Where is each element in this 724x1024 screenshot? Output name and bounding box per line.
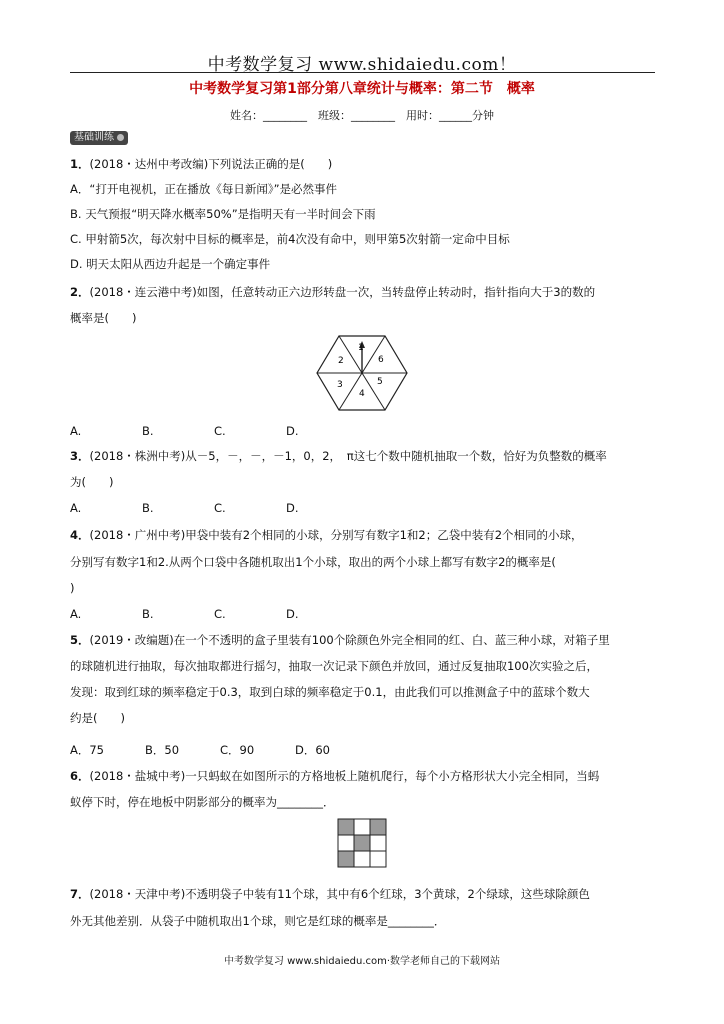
q3-option-d: D. (286, 501, 299, 515)
q7-stem-text: (2018・天津中考)不透明袋子中装有11个球，其中有6个红球，3个黄球，2个绿球，这些球除颜色 (89, 887, 590, 901)
grid-cell (354, 851, 370, 867)
q4-stem-line2: 分别写有数字1和2.从两个口袋中各随机取出1个小球，取出的两个小球上都写有数字2的概率是( (70, 555, 556, 569)
q2-number: 2． (70, 285, 90, 299)
q3-option-c: C. (214, 501, 226, 515)
q1-number: 1． (70, 157, 90, 171)
q5-option-d: D．60 (295, 743, 330, 757)
sector-label-4: 4 (359, 389, 365, 399)
q3-option-a: A. (70, 501, 82, 515)
q2-option-b: B. (142, 424, 154, 438)
q6-number: 6． (70, 769, 90, 783)
hexagon-spinner-figure (316, 334, 408, 412)
page-footer: 中考数学复习 www.shidaiedu.com·数学老师自己的下载网站 (223, 956, 501, 967)
q3-stem-line1 (70, 448, 660, 464)
q2-options (70, 423, 660, 439)
q7-stem-line2: 外无其他差别．从袋子中随机取出1个球，则它是红球的概率是________． (70, 914, 446, 928)
q2-option-a: A. (70, 424, 82, 438)
sector-label-1: 1 (358, 343, 364, 353)
q5-options (70, 742, 660, 758)
q3-stem-line2: 为( ) (70, 475, 114, 489)
q3-option-b: B. (142, 501, 154, 515)
q5-option-b: B．50 (145, 743, 180, 757)
q4-options (70, 606, 660, 622)
q1-option-d: D. 明天太阳从西边升起是一个确定事件 (70, 257, 271, 271)
sector-label-2: 2 (338, 356, 344, 366)
grid-floor-figure (337, 818, 389, 870)
q1-option-c: C. 甲射箭5次，每次射中目标的概率是，前4次没有命中，则甲第5次射箭一定命中目标 (70, 232, 510, 246)
q2-stem-text: (2018・连云港中考)如图，任意转动正六边形转盘一次，当转盘停止转动时，指针指向大于3的数的 (89, 285, 596, 299)
document-title: 中考数学复习第1部分第八章统计与概率：第二节 概率 (189, 81, 535, 97)
q5-stem-line2: 的球随机进行抽取，每次抽取都进行摇匀，抽取一次记录下颜色并放回，通过反复抽取100次实验之后， (70, 659, 598, 673)
q1-stem-text: (2018・达州中考改编)下列说法正确的是( ) (89, 157, 333, 171)
q7-number: 7． (70, 887, 90, 901)
student-info-line: 姓名：________ 班级：________ 用时：______分钟 (230, 109, 494, 122)
q5-stem-text: (2019・改编题)在一个不透明的盒子里装有100个除颜色外完全相同的红、白、蓝三种小球，对箱子里 (89, 633, 610, 647)
q5-stem-line4: 约是( ) (70, 711, 125, 725)
sector-label-5: 5 (377, 377, 383, 387)
site-header: 中考数学复习 www.shidaiedu.com！ (207, 55, 517, 75)
grid-cell (370, 851, 386, 867)
q6-stem-text: (2018・盐城中考)一只蚂蚁在如图所示的方格地板上随机爬行，每个小方格形状大小完全相同，当蚂 (89, 769, 600, 783)
grid-cell (338, 835, 354, 851)
section-label: 基础训练 (74, 132, 114, 143)
section-badge (70, 131, 128, 145)
q6-stem-line2: 蚁停下时，停在地板中阴影部分的概率为________． (70, 795, 335, 809)
q4-option-b: B. (142, 607, 154, 621)
q4-option-d: D. (286, 607, 299, 621)
q3-number: 3． (70, 449, 90, 463)
q2-stem-line2: 概率是( ) (70, 311, 137, 325)
q5-option-a: A．75 (70, 743, 105, 757)
grid-cell-shaded (338, 819, 354, 835)
q4-stem-text: (2018・广州中考)甲袋中装有2个相同的小球，分别写有数字1和2；乙袋中装有2个相同的小球， (89, 528, 583, 542)
q2-option-d: D. (286, 424, 299, 438)
q6-stem-line1 (70, 768, 660, 784)
sector-label-3: 3 (337, 380, 343, 390)
grid-cell (370, 835, 386, 851)
q2-stem-line1 (70, 284, 660, 300)
header-rule (70, 72, 655, 73)
q5-option-c: C．90 (220, 743, 255, 757)
q1-stem (70, 156, 660, 172)
q5-number: 5． (70, 633, 90, 647)
grid-cell-shaded (370, 819, 386, 835)
q4-number: 4． (70, 528, 90, 542)
q4-stem-line3: ) (70, 581, 75, 595)
q4-option-a: A. (70, 607, 82, 621)
grid-cell-shaded (338, 851, 354, 867)
q4-option-c: C. (214, 607, 226, 621)
q7-stem-line1 (70, 886, 660, 902)
q4-stem-line1 (70, 527, 660, 543)
q5-stem-line3: 发现：取到红球的频率稳定于0.3，取到白球的频率稳定于0.1，由此我们可以推测盒子中的蓝球个数大 (70, 685, 590, 699)
q1-option-a: A．“打开电视机，正在播放《每日新闻》”是必然事件 (70, 182, 338, 196)
q5-stem-line1 (70, 632, 660, 648)
badge-dot-icon (117, 134, 124, 141)
q1-option-b: B. 天气预报“明天降水概率50%”是指明天有一半时间会下雨 (70, 207, 376, 221)
q2-option-c: C. (214, 424, 226, 438)
q3-stem-text: (2018・株洲中考)从－5，－，－，－1，0，2， π这七个数中随机抽取一个数，恰好为负整数的概率 (89, 449, 607, 463)
sector-label-6: 6 (378, 355, 384, 365)
grid-cell (354, 819, 370, 835)
grid-cell-shaded (354, 835, 370, 851)
q3-options (70, 500, 660, 516)
